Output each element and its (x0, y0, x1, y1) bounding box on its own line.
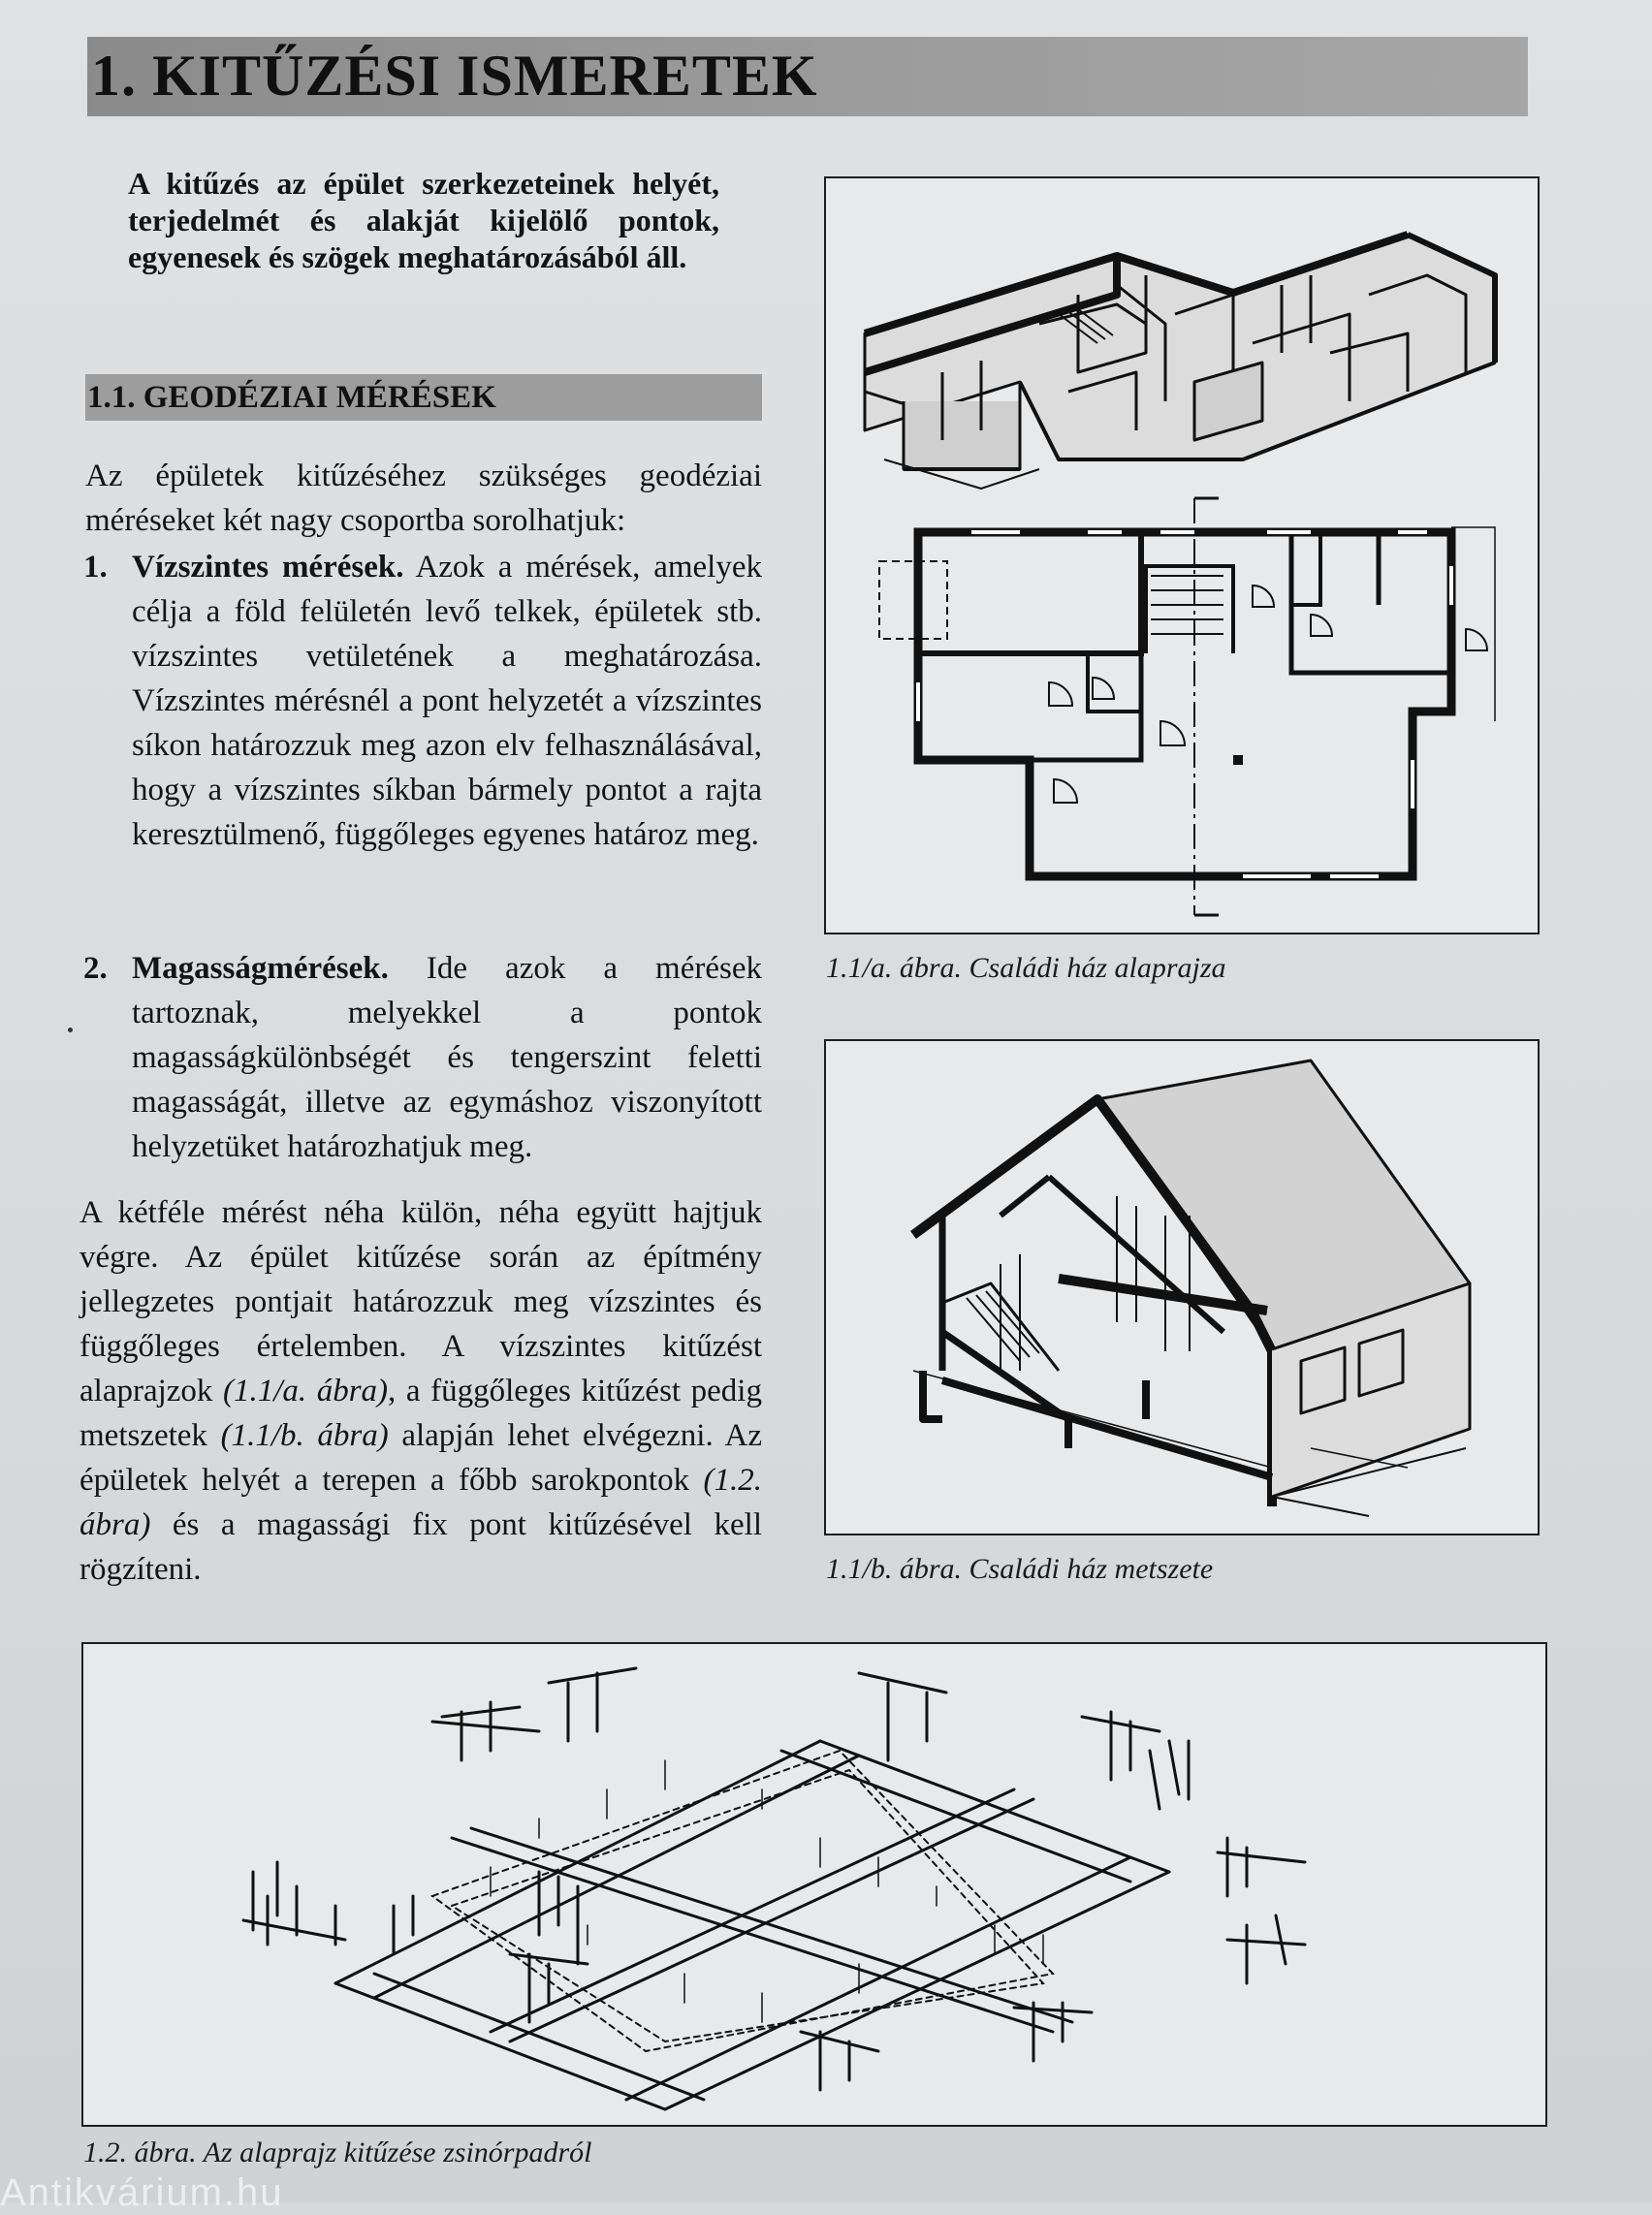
floor-plan-drawing (879, 498, 1495, 915)
figure-ref-c: (1.2. ábra) (79, 1463, 762, 1542)
list-text-2: Ide azok a mérések tartoznak, melyekkel a pontok magasságkülönbségét és tengerszint feletti magasságát, illetve az egymáshoz viszonyított helyzetüket határozhatjuk meg. (132, 951, 762, 1164)
figure-floor-plan (824, 176, 1540, 934)
list-item-2 (83, 946, 762, 1169)
isometric-house-drawing (865, 235, 1495, 489)
paragraph-conclusion (79, 1190, 762, 1592)
figure-ref-a: (1.1/a. ábra) (222, 1374, 389, 1408)
list-item-1 (83, 545, 762, 857)
caption-floor-plan: 1.1/a. ábra. Családi ház alaprajza (826, 952, 1226, 984)
section-title-bar (85, 374, 762, 421)
list-term-2: Magasságmérések. (132, 951, 389, 986)
para2-text-1: A kétféle mérést néha külön, néha együtt hajtjuk végre. Az épület kitűzése során az építmény jellegzetes pontjait határozzuk meg vízszintes és függőleges értelemben. A vízszintes kitűzést alaprajzok (79, 1195, 762, 1408)
para2-text-4: és a magassági fix pont kitűzésével kell rögzíteni. (79, 1507, 762, 1587)
list-term-1: Vízszintes mérések. (132, 550, 404, 585)
figure-batter-boards (81, 1642, 1547, 2127)
caption-batter-boards: 1.2. ábra. Az alaprajz kitűzése zsinórpadról (83, 2136, 592, 2168)
para2-text-3: alapján lehet elvégezni. Az épületek helyét a terepen a főbb sarokpontok (79, 1418, 762, 1498)
list-text-1: Azok a mérések, amelyek célja a föld felületén levő telkek, épületek stb. vízszintes vetületének a meghatározása. Vízszintes mérésnél a pont helyzetét a vízszintes síkon határozzuk meg azon elv felhasználásával, hogy a vízszintes síkban bármely pontot a rajta keresztülmenő, függőleges egyenes határoz meg. (132, 550, 762, 852)
figure-ref-b: (1.1/b. ábra) (220, 1418, 389, 1453)
watermark-text: Antikvárium.hu (0, 2171, 284, 2214)
house-section-drawing (913, 1060, 1470, 1516)
chapter-title: 1. KITŰZÉSI ISMERETEK (91, 44, 818, 108)
list-number-2: 2. (83, 951, 108, 986)
chapter-title-bar (87, 37, 1528, 116)
intro-text: A kitűzés az épület szerkezeteinek helyét, terjedelmét és alakját kijelölő pontok, egyenesek és szögek meghatározásából áll. (128, 166, 719, 274)
para2-text-2: , a függőleges kitűzést pedig metszetek (79, 1374, 762, 1453)
list-number-1: 1. (83, 550, 108, 585)
caption-house-section: 1.1/b. ábra. Családi ház metszete (826, 1553, 1214, 1585)
paragraph-intro: Az épületek kitűzéséhez szükséges geodéziai méréseket két nagy csoportba sorolhatjuk: (85, 459, 762, 538)
section-title: 1.1. GEODÉZIAI MÉRÉSEK (87, 380, 496, 415)
batter-board-drawing (243, 1668, 1305, 2109)
ink-speck (68, 1028, 73, 1032)
figure-house-section (824, 1039, 1540, 1535)
